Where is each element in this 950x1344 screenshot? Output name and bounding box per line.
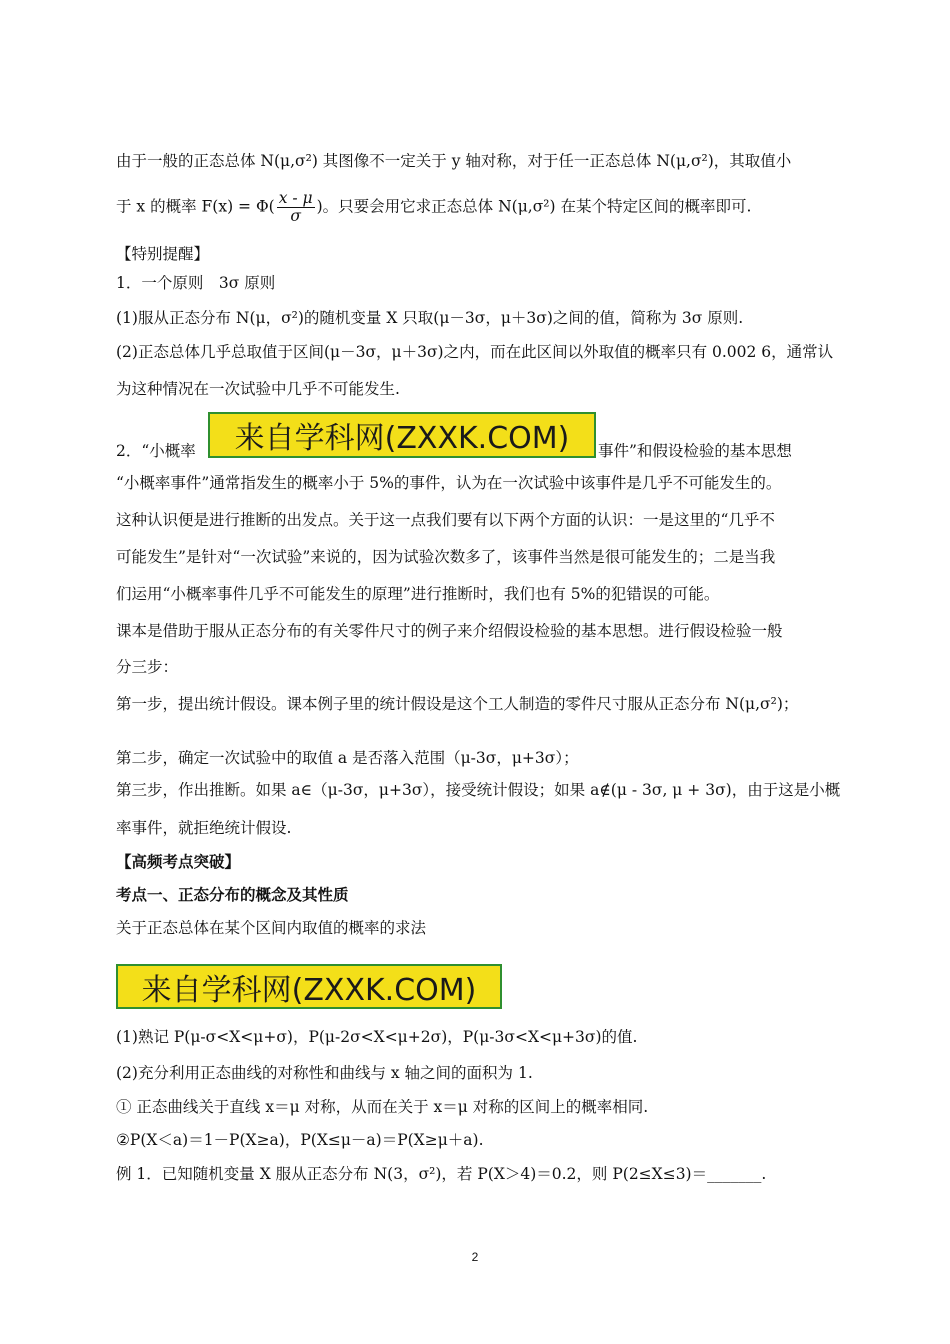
para-line-10: 这种认识便是进行推断的出发点。关于这一点我们要有以下两个方面的认识：一是这里的“几乎不 bbox=[116, 511, 775, 529]
method-item-2: (2)充分利用正态曲线的对称性和曲线与 x 轴之间的面积为 1. bbox=[116, 1064, 533, 1082]
topic-one-intro: 关于正态总体在某个区间内取值的概率的求法 bbox=[116, 919, 427, 937]
cdf-text-start: 于 x 的概率 F(x) = Φ( bbox=[116, 197, 275, 216]
watermark-banner-1: 来自学科网(ZXXK.COM) bbox=[208, 412, 596, 458]
method-item-2b: ②P(X＜a)＝1－P(X≥a)，P(X≤μ－a)＝P(X≥μ＋a). bbox=[116, 1131, 484, 1149]
step-one: 第一步，提出统计假设。课本例子里的统计假设是这个工人制造的零件尺寸服从正态分布 N(μ,σ²)； bbox=[116, 695, 799, 713]
step-three-cont: 率事件，就拒绝统计假设. bbox=[116, 819, 292, 837]
principle-item-2: (2)正态总体几乎总取值于区间(μ－3σ，μ＋3σ)之内，而在此区间以外取值的概率只有 0.002 6，通常认 bbox=[116, 343, 834, 361]
para-line-9: “小概率事件”通常指发生的概率小于 5%的事件，认为在一次试验中该事件是几乎不可能发生的。 bbox=[116, 474, 782, 492]
para-line-2 bbox=[116, 190, 751, 225]
special-reminder-heading: 【特别提醒】 bbox=[116, 245, 210, 263]
para-line-11: 可能发生”是针对“一次试验”来说的，因为试验次数多了，该事件当然是很可能发生的；二是当我 bbox=[116, 548, 776, 566]
cdf-text-end: )。只要会用它求正态总体 N(μ,σ²) 在某个特定区间的概率即可. bbox=[316, 197, 752, 216]
step-two: 第二步，确定一次试验中的取值 a 是否落入范围（μ-3σ，μ+3σ）； bbox=[116, 749, 579, 767]
watermark-banner-2: 来自学科网(ZXXK.COM) bbox=[116, 964, 502, 1009]
method-item-2a: ① 正态曲线关于直线 x＝μ 对称，从而在关于 x＝μ 对称的区间上的概率相同. bbox=[116, 1098, 649, 1116]
z-fraction bbox=[277, 190, 315, 225]
fraction-denominator: σ bbox=[290, 207, 301, 225]
example-1: 例 1．已知随机变量 X 服从正态分布 N(3，σ²)，若 P(X＞4)＝0.2，则 P(2≤X≤3)＝_______. bbox=[116, 1165, 767, 1183]
principle-title: 1．一个原则 3σ 原则 bbox=[116, 274, 276, 292]
principle-item-1: (1)服从正态分布 N(μ，σ²)的随机变量 X 只取(μ－3σ，μ＋3σ)之间的值，简称为 3σ 原则. bbox=[116, 309, 744, 327]
para-line-1: 由于一般的正态总体 N(μ,σ²) 其图像不一定关于 y 轴对称，对于任一正态总体 N(μ,σ²)，其取值小 bbox=[116, 152, 792, 170]
step-three: 第三步，作出推断。如果 a∈（μ-3σ，μ+3σ），接受统计假设；如果 a∉(μ - 3σ, μ + 3σ)，由于这是小概 bbox=[116, 781, 841, 799]
frequent-topics-heading: 【高频考点突破】 bbox=[116, 852, 241, 871]
principle-item-2-cont: 为这种情况在一次试验中几乎不可能发生. bbox=[116, 380, 400, 398]
small-prob-title-start: 2．“小概率 bbox=[116, 442, 196, 460]
page-number: 2 bbox=[471, 1250, 479, 1264]
fraction-numerator: x - μ bbox=[278, 189, 313, 207]
small-prob-title-end: 事件”和假设检验的基本思想 bbox=[598, 442, 792, 460]
para-line-13: 课本是借助于服从正态分布的有关零件尺寸的例子来介绍假设检验的基本思想。进行假设检验一般 bbox=[116, 622, 783, 640]
para-line-12: 们运用“小概率事件几乎不可能发生的原理”进行推断时，我们也有 5%的犯错误的可能。 bbox=[116, 585, 720, 603]
para-line-14: 分三步： bbox=[116, 658, 179, 676]
topic-one-heading: 考点一、正态分布的概念及其性质 bbox=[116, 885, 349, 904]
method-item-1: (1)熟记 P(μ-σ<X<μ+σ)，P(μ-2σ<X<μ+2σ)，P(μ-3σ<X<μ+3σ)的值. bbox=[116, 1028, 638, 1046]
